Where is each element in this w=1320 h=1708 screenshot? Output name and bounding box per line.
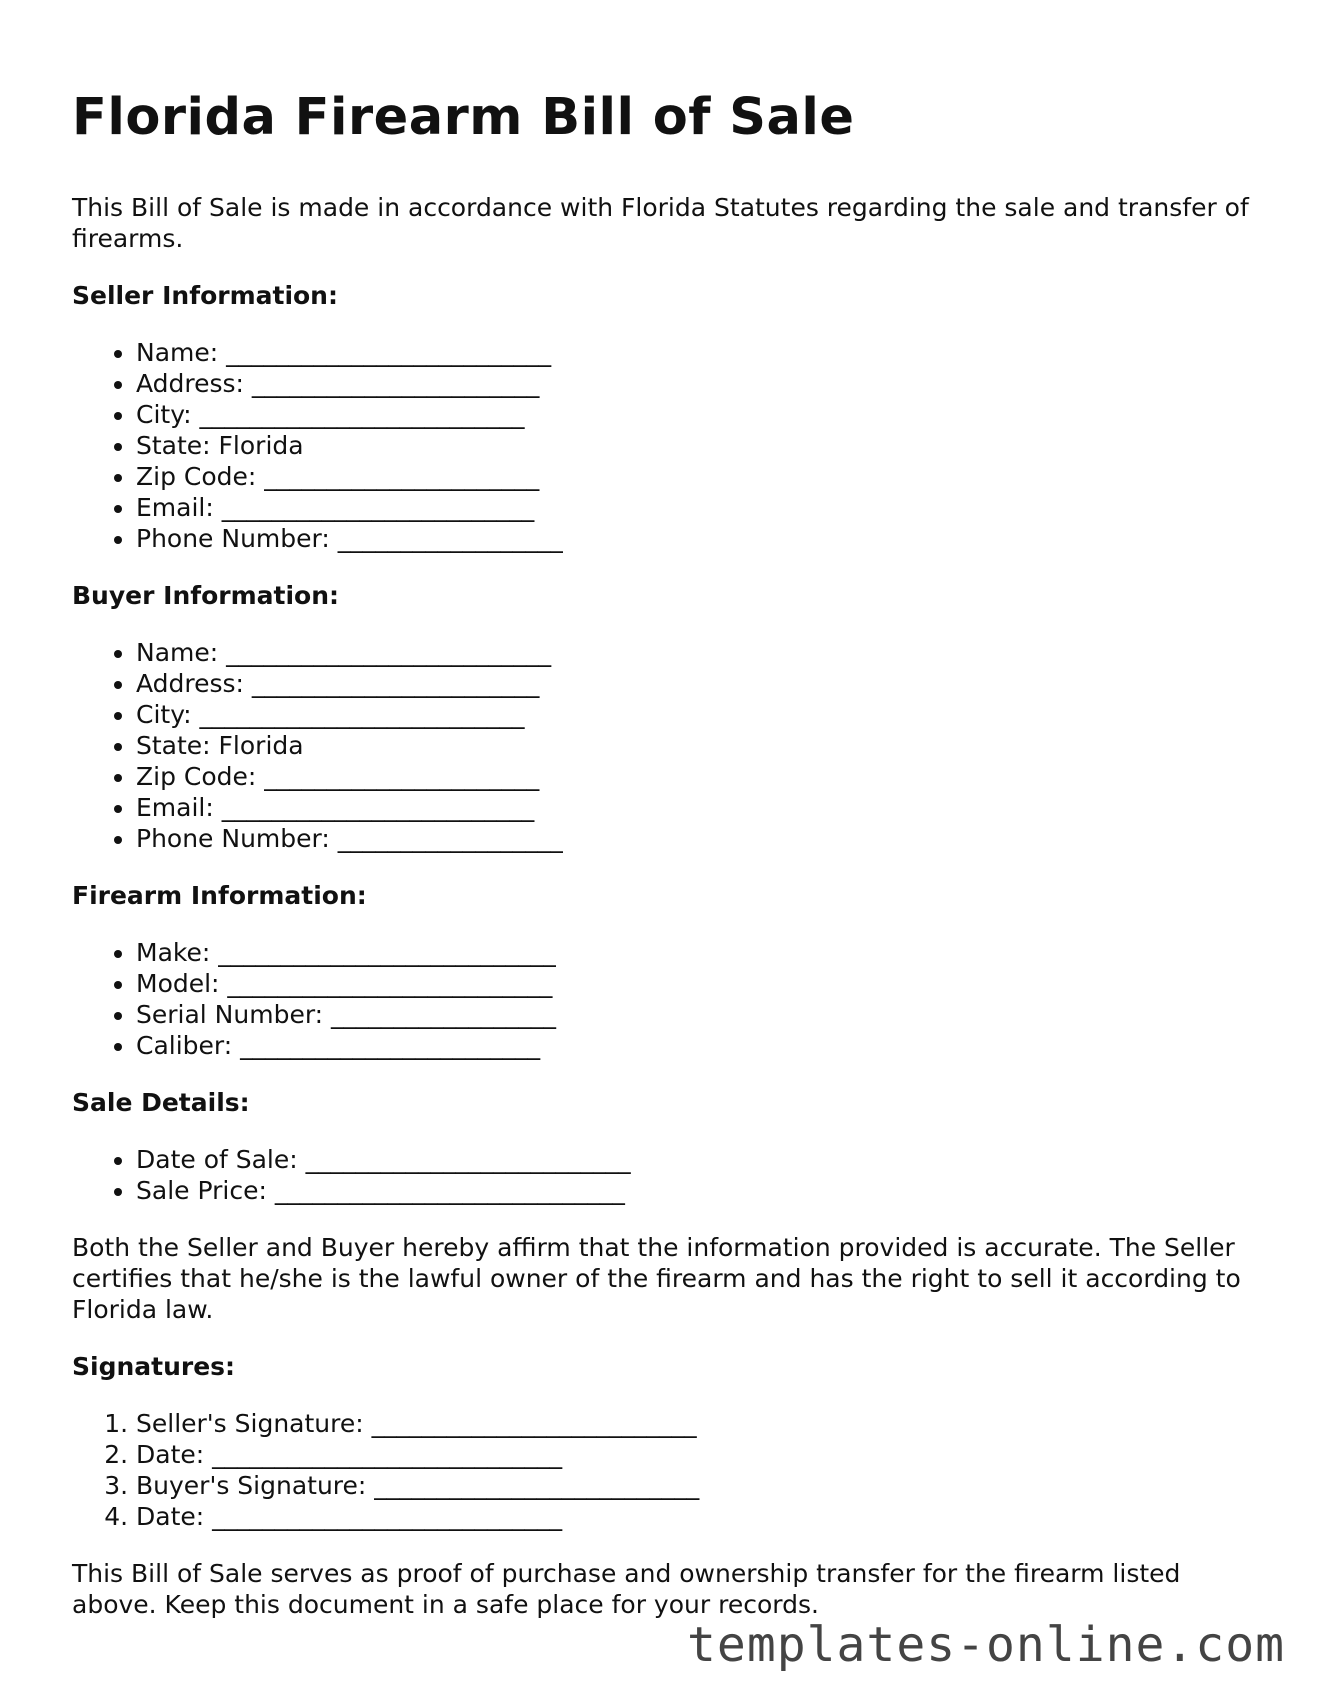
- buyer-zip-field: • Zip Code: ______________________: [136, 761, 1252, 792]
- buyer-address-field: • Address: _______________________: [136, 668, 1252, 699]
- seller-phone-field: • Phone Number: __________________: [136, 523, 1252, 554]
- buyer-signature-field: 3. Buyer's Signature: __________________________: [136, 1470, 1252, 1501]
- sale-date-field: • Date of Sale: __________________________: [136, 1144, 1252, 1175]
- firearm-make-field: • Make: ___________________________: [136, 937, 1252, 968]
- seller-heading: Seller Information:: [72, 281, 338, 310]
- seller-name-field: • Name: __________________________: [136, 337, 1252, 368]
- buyer-state-field: • State: Florida: [136, 730, 1252, 761]
- firearm-heading: Firearm Information:: [72, 881, 367, 910]
- buyer-list: [72, 637, 1252, 854]
- firearm-model-field: • Model: __________________________: [136, 968, 1252, 999]
- buyer-city-field: • City: __________________________: [136, 699, 1252, 730]
- seller-zip-field: • Zip Code: ______________________: [136, 461, 1252, 492]
- firearm-list: [72, 937, 1252, 1061]
- seller-address-field: • Address: _______________________: [136, 368, 1252, 399]
- signatures-list: [72, 1408, 1252, 1532]
- document-page: [72, 88, 1252, 1646]
- affirmation-paragraph: Both the Seller and Buyer hereby affirm that the information provided is accurate. The Seller certifies that he/she is the lawful owner of the firearm and has the right to sell it according to Florida law.: [72, 1233, 1241, 1324]
- buyer-name-field: • Name: __________________________: [136, 637, 1252, 668]
- seller-signature-field: 1. Seller's Signature: __________________________: [136, 1408, 1252, 1439]
- watermark-text: templates-online.com: [687, 1617, 1285, 1673]
- sale-list: [72, 1144, 1252, 1206]
- signatures-heading: Signatures:: [72, 1352, 236, 1381]
- sale-heading: Sale Details:: [72, 1088, 250, 1117]
- seller-city-field: • City: __________________________: [136, 399, 1252, 430]
- sale-price-field: • Sale Price: ____________________________: [136, 1175, 1252, 1206]
- closing-paragraph: This Bill of Sale serves as proof of purchase and ownership transfer for the firearm listed above. Keep this document in a safe place for your records.: [72, 1559, 1181, 1619]
- document-title: Florida Firearm Bill of Sale: [72, 88, 855, 147]
- firearm-caliber-field: • Caliber: ________________________: [136, 1030, 1252, 1061]
- intro-paragraph: This Bill of Sale is made in accordance with Florida Statutes regarding the sale and transfer of firearms.: [72, 193, 1249, 253]
- seller-list: [72, 337, 1252, 554]
- buyer-email-field: • Email: _________________________: [136, 792, 1252, 823]
- buyer-phone-field: • Phone Number: __________________: [136, 823, 1252, 854]
- buyer-heading: Buyer Information:: [72, 581, 340, 610]
- seller-state-field: • State: Florida: [136, 430, 1252, 461]
- buyer-date-field: 4. Date: ____________________________: [136, 1501, 1252, 1532]
- firearm-serial-field: • Serial Number: __________________: [136, 999, 1252, 1030]
- seller-date-field: 2. Date: ____________________________: [136, 1439, 1252, 1470]
- seller-email-field: • Email: _________________________: [136, 492, 1252, 523]
